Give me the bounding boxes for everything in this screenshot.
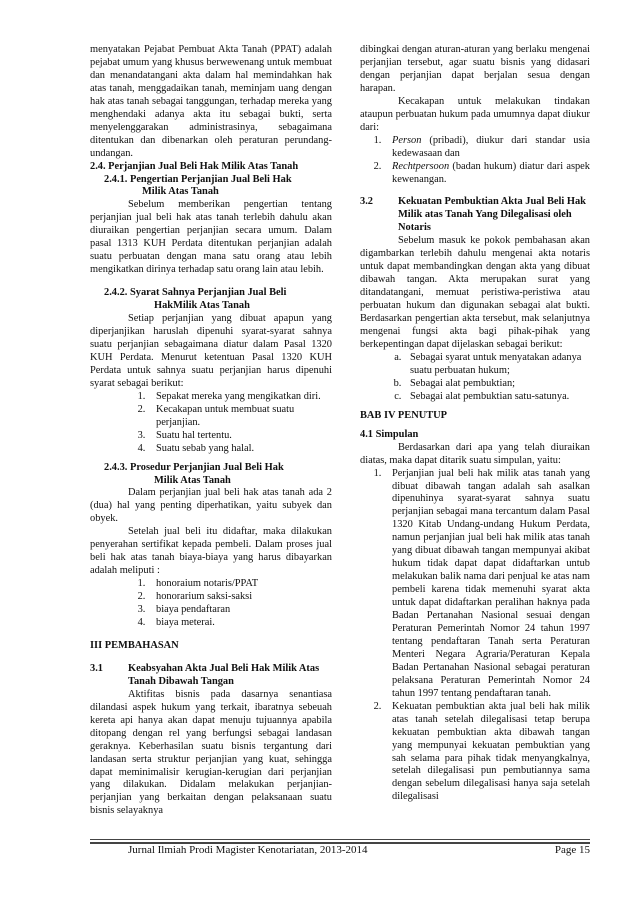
- heading-3-2: [360, 196, 590, 235]
- list-item-text: (badan hukum) diatur dari aspek kewenangan.: [392, 160, 590, 185]
- heading-3-1-title: Keabsyahan Akta Jual Beli Hak Milik Atas Tanah Dibawah Tangan: [128, 662, 320, 687]
- heading-2-4-2-line1: 2.4.2. Syarat Sahnya Perjanjian Jual Beli: [104, 287, 287, 299]
- paragraph-ppat: menyatakan Pejabat Pembuat Akta Tanah (PPAT) adalah pejabat umum yang khusus berwewenang untuk membuat dan menandatangani akta dalam hal memindahkan hak atas tanah, menggadaikan tanah, meminjam uang dengan hak atas tanah sebagai tanggungan, terhadap mereka yang menghendaki adanya akta itu sebagai bukti, serta menyelenggarakan administrasinya, sebagaimana ditentukan dan dibenarkan oleh peraturan perundang-undangan.: [90, 44, 332, 159]
- paragraph-3-1: Aktifitas bisnis pada dasarnya senantiasa dilandasi aspek hukum yang terkait, ibaratnya sebeuah kereta api hanya akan dapat menuju tujuannya apabila ditopang dengan rel yang berfungsi sebagai landasan geraknya. Keberhasilan suatu bisnis tergantung dari landasan serta struktur perjanjian yang kuat, sehingga dapat meminimalisir kerugian-kerugian dari perjanjian yang dilakukan. Didalam melakukan perjanjian-perjanjian yang berkaitan dengan pelaksanaan suatu bisnis selayaknya: [90, 688, 332, 817]
- left-column: [90, 44, 332, 818]
- paragraph-kecakapan: Kecakapan untuk melakukan tindakan ataupun perbuatan hukum pada umumnya dapat diukur dari:: [360, 95, 590, 133]
- paragraph-3-2: Sebelum masuk ke pokok pembahasan akan digambarkan terlebih dahulu mengenai akta notaris untuk dapat membandingkan dengan akta yang dibuat dibawah tangan. Akta merupakan surat yang ditandatangani, memuat peristiwa-peristiwa atau perbuatan hukum dan digunakan sebagai alat bukti. Berdasarkan pengertian akta tersebut, mak selanjutnya mengenai fungsi akta bagi pihak-pihak yang berkepentingan dapat dijelaskan sebagai berikut:: [360, 235, 590, 350]
- page-footer: [128, 844, 590, 856]
- paragraph-2-4-1: Sebelum memberikan pengertian tentang perjanjian jual beli hak atas tanah terlebih dahulu akan diuraikan pengertian perjanjian secara umum. Dalam pasal 1313 KUH Perdata ditentukan perjanjian adalah suatu perbuatan dengan mana satu orang atau lebih mengikatkan dirinya terhadap satu orang lain atau lebih.: [90, 199, 332, 276]
- paragraph-2-4-3-b: Setelah jual beli itu didaftar, maka dilakukan penyerahan sertifikat kepada pembeli. Dalam proses jual beli hak atas tanah biaya-biaya yang harus dibayarkan adalah meliputi :: [90, 526, 332, 577]
- list-item: 3. biaya pendaftaran: [148, 604, 332, 617]
- paragraph-2-4-2: Setiap perjanjian yang dibuat apapun yang diperjanjikan haruslah dipenuhi syarat-syarat sahnya suatu perjanjian sebagaimana diatur dalam Pasal 1320 KUH Perdata. Menurut ketentuan Pasal 1320 KUH Perdata untuk sahnya suatu perjanjian harus dipenuhi syarat sebagai berikut:: [90, 313, 332, 389]
- term-person: Person: [392, 134, 422, 146]
- heading-3-2-title: Kekuatan Pembuktian Akta Jual Beli Hak Milik atas Tanah Yang Dilegalisasi oleh Notaris: [398, 196, 586, 234]
- heading-2-4-3: [90, 462, 332, 488]
- list-item: 2. Kecakapan untuk membuat suatu perjanjian.: [148, 404, 332, 430]
- heading-4-1: 4.1 Simpulan: [360, 428, 419, 440]
- list-item: [384, 135, 590, 161]
- heading-3-1-number: 3.1: [90, 662, 103, 674]
- heading-2-4-2-line2: HakMilik Atas Tanah: [154, 300, 250, 312]
- list-item: b. Sebagai alat pembuktian;: [404, 378, 590, 391]
- journal-name: Jurnal Ilmiah Prodi Magister Kenotariatan, 2013-2014: [128, 844, 368, 856]
- heading-section-3: III PEMBAHASAN: [90, 639, 179, 651]
- footer-divider: [90, 839, 590, 840]
- paragraph-continued: dibingkai dengan aturan-aturan yang berlaku mengenai perjanjian tersebut, agar suatu bisnis yang didasari dengan perjanjian dapat berjalan sesua dengan harapan.: [360, 44, 590, 94]
- simpulan-list: [360, 468, 590, 805]
- term-rechtpersoon: Rechtpersoon: [392, 160, 450, 172]
- fungsi-list: [360, 352, 590, 404]
- list-item: 2. honorarium saksi-saksi: [148, 591, 332, 604]
- paragraph-4-1: Berdasarkan dari apa yang telah diuraikan diatas, maka dapat ditarik suatu simpulan, yaitu:: [360, 441, 590, 466]
- page-number: Page 15: [554, 844, 590, 856]
- list-item: [384, 161, 590, 187]
- heading-2-4: 2.4. Perjanjian Jual Beli Hak Milik Atas Tanah: [90, 160, 299, 172]
- heading-2-4-1: [90, 174, 332, 200]
- heading-3-2-number: 3.2: [360, 196, 373, 208]
- list-item: 2. Kekuatan pembuktian akta jual beli hak milik atas tanah setelah dilegalisasi tetap berupa kekuatan pembuktian akta dibawah tangan yang mempunyai kekuatan pembuktian yang sah selama para pihak tidak menyangkalnya, setelah dilegalisasi pun pembutiannya sama dengan sebelum dilegalisasi hanya saja setelah dilegalisasi: [384, 701, 590, 805]
- heading-2-4-3-line2: Milik Atas Tanah: [154, 474, 231, 486]
- list-item: 4. Suatu sebab yang halal.: [148, 443, 332, 456]
- heading-3-1: [90, 663, 332, 689]
- right-column: [360, 44, 590, 804]
- list-item-text: (pribadi), diukur dari standar usia kedewasaan dan: [392, 134, 590, 159]
- heading-2-4-1-line1: 2.4.1. Pengertian Perjanjian Jual Beli Hak: [104, 173, 292, 185]
- heading-2-4-1-line2: Milik Atas Tanah: [142, 186, 219, 198]
- paragraph-2-4-3-a: Dalam perjanjian jual beli hak atas tanah ada 2 (dua) hal yang penting diperhatikan, yaitu subyek dan obyek.: [90, 487, 332, 525]
- list-item: 1. Perjanjian jual beli hak milik atas tanah yang dibuat dibawah tangan adalah sah asalkan dipenuhinya syarat-syarat sahnya suatu perjanjian sebagai mana tercantum dalam Pasal 1320 Kitab Undang-undang Hukum Perdata, namun perjanjian jual beli hak milik atas tanah yang dibuat dibawah tangan mempunyai akibat hukum tidak dapat dapat didaftarkan untub melakukan balik nama dari penjual ke atas nam pembeli karena tidak memenuhi syarat akta untuk dapat didaftarkan peralihan haknya pada Badan Pertanahan Nasional sesuai dengan Peraturan Pemerintah Nomor 24 tahun 1997 tentang pendaftaran Tanah serta Peraturan Menteri Negara Agraria/Peraturan Kepala Badan Pertanahan Nasional sebagai peraturan pelaksana Peraturan Pemerintah Nomor 24 tahun 1997 tentang pendaftaran tanah.: [384, 468, 590, 701]
- list-item: 3. Suatu hal tertentu.: [148, 430, 332, 443]
- list-item: 1. Sepakat mereka yang mengikatkan diri.: [148, 391, 332, 404]
- heading-2-4-2: [90, 287, 332, 313]
- biaya-list: [90, 578, 332, 630]
- list-item: 1. honoraium notaris/PPAT: [148, 578, 332, 591]
- syarat-list: [90, 391, 332, 456]
- heading-bab-4: BAB IV PENUTUP: [360, 409, 447, 421]
- list-item: 4. biaya meterai.: [148, 617, 332, 630]
- list-item: a. Sebagai syarat untuk menyatakan adanya suatu perbuatan hukum;: [404, 352, 590, 378]
- heading-2-4-3-line1: 2.4.3. Prosedur Perjanjian Jual Beli Hak: [104, 461, 284, 473]
- list-item: c. Sebagai alat pembuktian satu-satunya.: [404, 391, 590, 404]
- kecakapan-list: [360, 135, 590, 187]
